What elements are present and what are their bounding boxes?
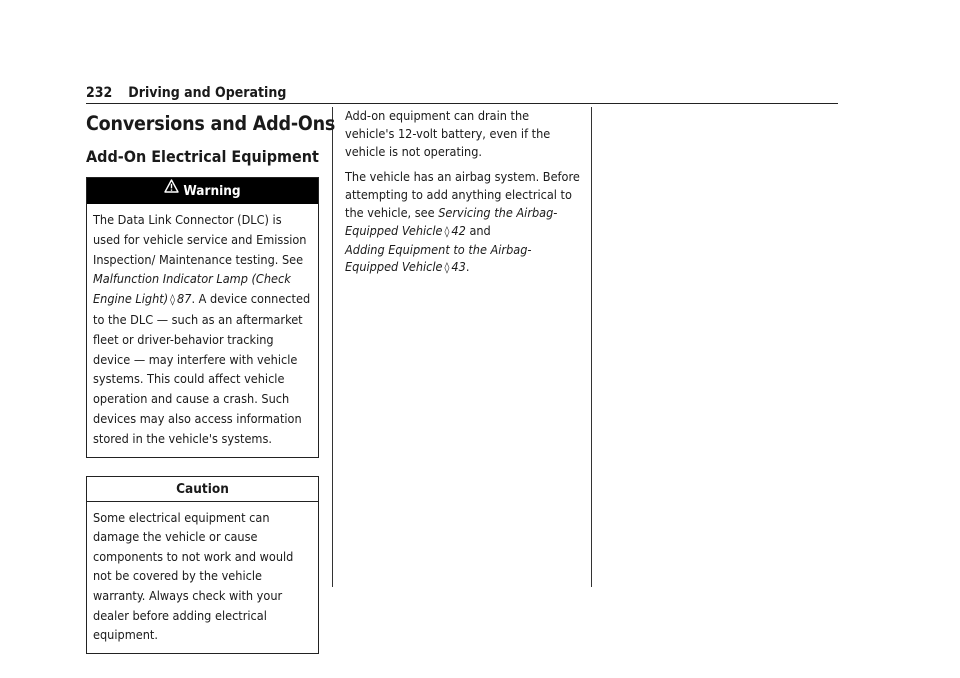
page-header — [86, 84, 838, 104]
warning-header — [87, 178, 318, 204]
warning-text-1: The Data Link Connector (DLC) is used for vehicle service and Emission Inspection/ Maintenance testing. See — [93, 212, 307, 267]
warning-ref-page[interactable]: 87 — [177, 291, 192, 307]
airbag-text: The vehicle has an airbag system. Before attempting to add anything electrical to the vehicle, see — [345, 169, 580, 220]
link-servicing-airbag[interactable]: Servicing the Airbag-Equipped Vehicle — [345, 204, 558, 238]
warning-link-mil[interactable]: Malfunction Indicator Lamp (Check Engine Light) — [93, 271, 291, 307]
caution-box — [86, 476, 319, 654]
page-ref-icon: ◊ — [170, 293, 176, 307]
airbag-paragraph — [345, 168, 581, 277]
column-divider-left — [332, 107, 333, 587]
warning-body — [87, 204, 318, 457]
end-period: . — [465, 259, 470, 275]
warning-box — [86, 177, 319, 458]
section-title: Driving and Operating — [128, 85, 287, 101]
link-adding-equipment[interactable]: Adding Equipment to the Airbag-Equipped Vehicle — [345, 241, 532, 275]
page-number: 232 — [86, 85, 113, 101]
warning-label: Warning — [183, 183, 241, 199]
caution-body: Some electrical equipment can damage the vehicle or cause components to not work and would not be covered by the vehicle warranty. Always check with your dealer before adding electrical equipment. — [93, 509, 294, 643]
right-column — [345, 107, 581, 285]
battery-paragraph: Add-on equipment can drain the vehicle's 12-volt battery, even if the vehicle is not operating. — [345, 108, 551, 159]
section-heading: Add-On Electrical Equipment — [86, 147, 319, 166]
link-servicing-page[interactable]: 42 — [451, 222, 466, 238]
link-adding-page[interactable]: 43 — [451, 259, 466, 275]
caution-header: Caution — [87, 477, 318, 502]
column-divider-right — [591, 107, 592, 587]
left-column — [86, 112, 336, 654]
page-title: Conversions and Add-Ons — [86, 112, 336, 135]
and-text: and — [469, 222, 491, 238]
warning-text-2: . A device connected to the DLC — such as an aftermarket fleet or driver-behavior tracking device — may interfere with vehicle systems. This could affect vehicle operation and cause a crash. Such devices may also access information stored in the vehicle's systems. — [93, 291, 311, 446]
page-ref-icon: ◊ — [444, 224, 450, 238]
page-ref-icon: ◊ — [444, 261, 450, 275]
warning-triangle-icon — [164, 176, 179, 202]
